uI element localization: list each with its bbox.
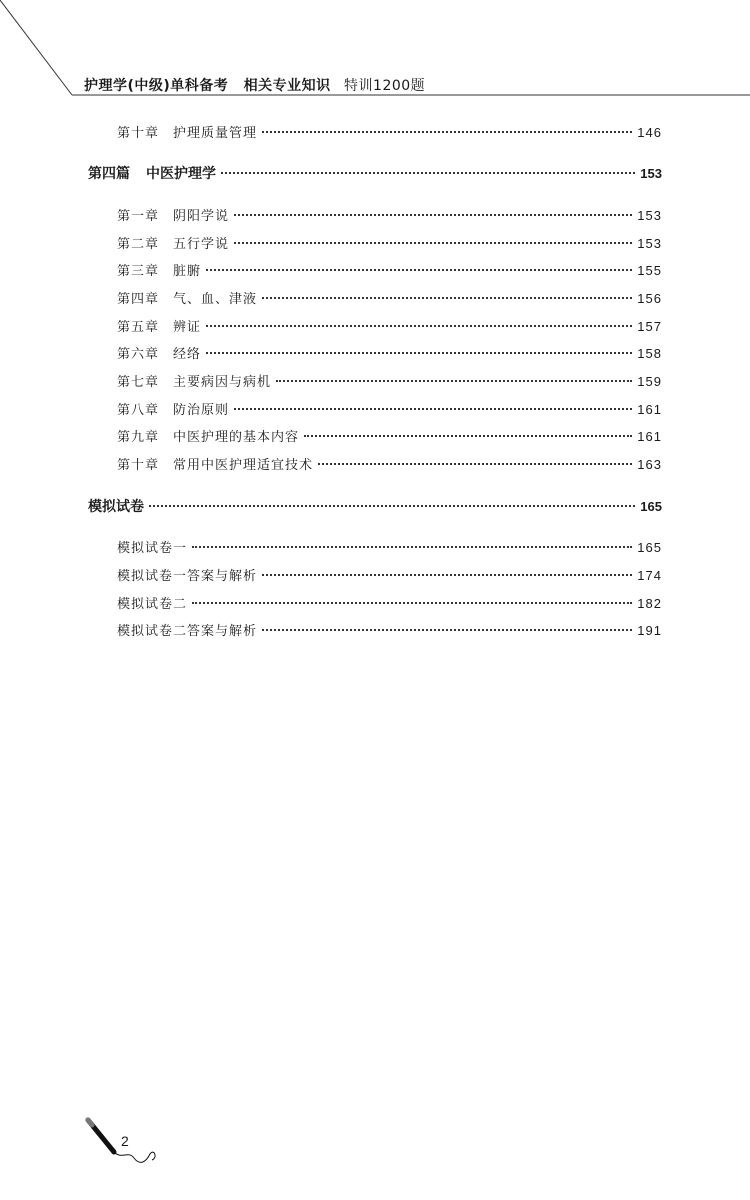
dot-leader <box>262 574 632 576</box>
toc-entry[interactable]: 第四章 气、血、津液 156 <box>117 291 662 307</box>
page-number: 2 <box>121 1133 129 1149</box>
toc-page-number: 156 <box>637 291 662 306</box>
toc-entry[interactable]: 模拟试卷一答案与解析 174 <box>117 568 662 584</box>
book-subtitle: 相关专业知识 <box>243 78 331 94</box>
dot-leader <box>234 408 632 410</box>
dot-leader <box>234 242 632 244</box>
toc-entry[interactable]: 第九章 中医护理的基本内容 161 <box>117 429 662 445</box>
toc-page-number: 163 <box>637 457 662 472</box>
dot-leader <box>262 297 632 299</box>
dot-leader <box>304 435 632 437</box>
toc-page-number: 159 <box>637 374 662 389</box>
dot-leader <box>262 131 632 133</box>
dot-leader <box>149 505 635 507</box>
toc-page-number: 153 <box>640 166 662 181</box>
toc-page-number: 158 <box>637 346 662 361</box>
book-title: 护理学(中级)单科备考 <box>84 78 229 94</box>
toc-page-number: 153 <box>637 236 662 251</box>
toc-page-number: 174 <box>637 568 662 583</box>
dot-leader <box>206 352 632 354</box>
dot-leader <box>206 325 632 327</box>
toc-page-number: 182 <box>637 596 662 611</box>
toc-page-number: 146 <box>637 125 662 140</box>
toc-page-number: 165 <box>637 540 662 555</box>
dot-leader <box>192 602 632 604</box>
dot-leader <box>192 546 632 548</box>
toc-page-number: 153 <box>637 208 662 223</box>
toc-entry[interactable]: 第五章 辨证 157 <box>117 319 662 335</box>
toc-part-entry[interactable]: 第四篇 中医护理学 153 <box>88 166 662 182</box>
toc-entry[interactable]: 第六章 经络 158 <box>117 346 662 362</box>
toc-entry[interactable]: 第十章 护理质量管理 146 <box>117 125 662 141</box>
dot-leader <box>221 172 635 174</box>
running-header <box>84 75 425 95</box>
book-special: 特训1200题 <box>344 78 426 94</box>
toc-entry[interactable]: 第七章 主要病因与病机 159 <box>117 374 662 390</box>
toc-entry[interactable]: 第十章 常用中医护理适宜技术 163 <box>117 457 662 473</box>
dot-leader <box>276 380 632 382</box>
toc-entry[interactable]: 第三章 脏腑 155 <box>117 263 662 279</box>
toc-page-number: 191 <box>637 623 662 638</box>
toc-page-number: 161 <box>637 429 662 444</box>
toc-entry[interactable]: 模拟试卷二答案与解析 191 <box>117 623 662 639</box>
toc-part-entry[interactable]: 模拟试卷 165 <box>88 499 662 515</box>
dot-leader <box>206 269 632 271</box>
toc-page-number: 165 <box>640 499 662 514</box>
toc-page-number: 161 <box>637 402 662 417</box>
toc-entry[interactable]: 模拟试卷一 165 <box>117 540 662 556</box>
toc-page-number: 155 <box>637 263 662 278</box>
dot-leader <box>234 214 632 216</box>
toc-entry[interactable]: 第八章 防治原则 161 <box>117 402 662 418</box>
toc-entry[interactable]: 模拟试卷二 182 <box>117 596 662 612</box>
toc-page-number: 157 <box>637 319 662 334</box>
dot-leader <box>262 629 632 631</box>
dot-leader <box>318 463 632 465</box>
toc-entry[interactable]: 第二章 五行学说 153 <box>117 236 662 252</box>
toc-entry[interactable]: 第一章 阴阳学说 153 <box>117 208 662 224</box>
